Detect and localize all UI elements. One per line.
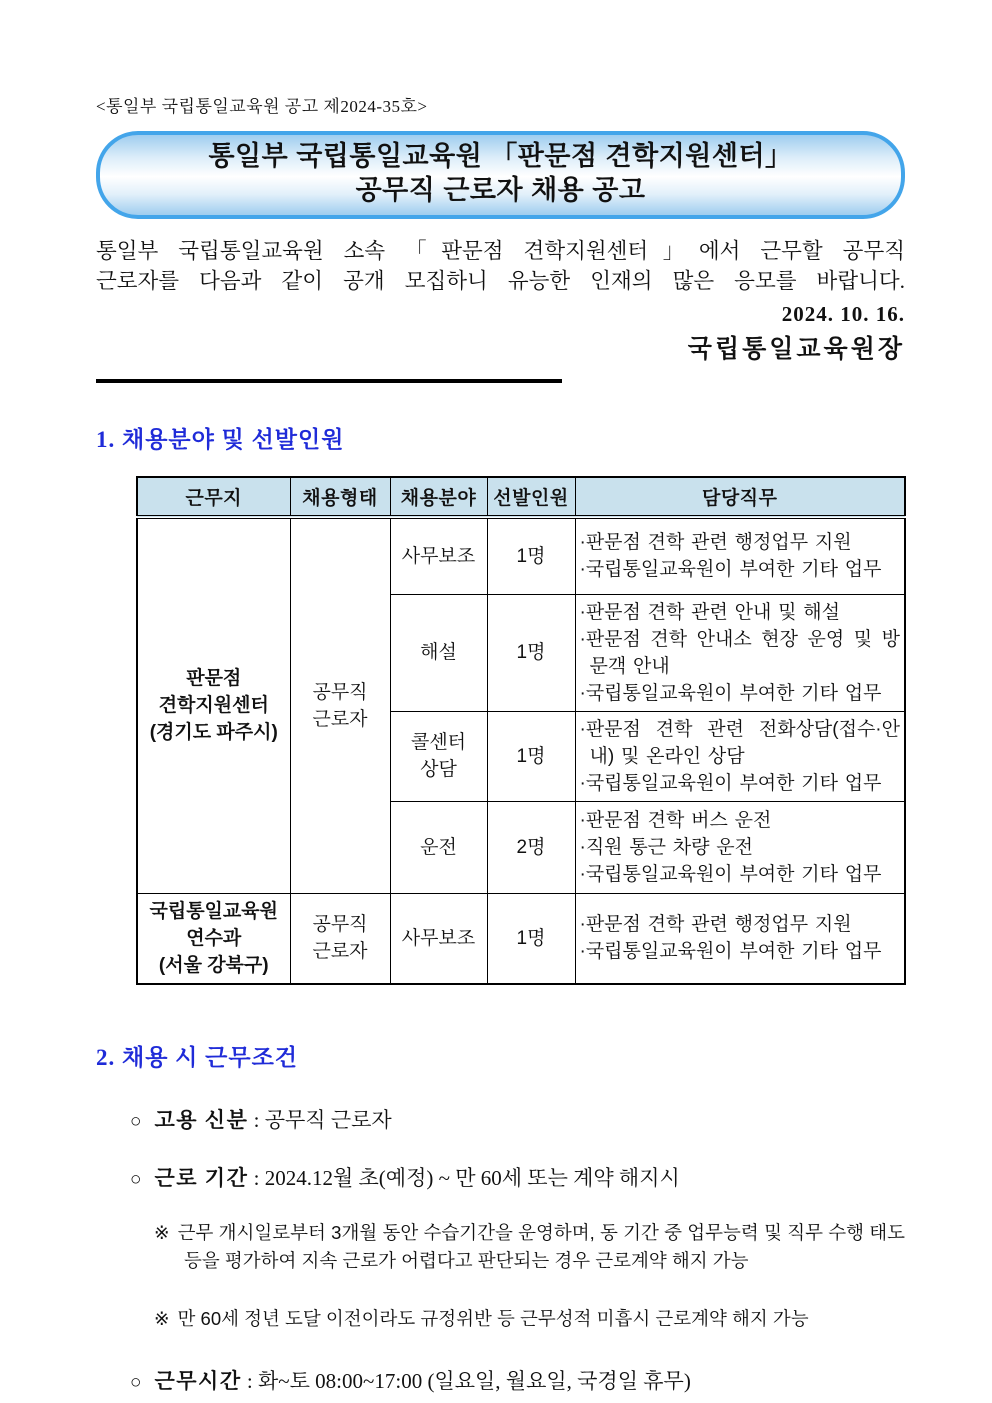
field-line: 콜센터 — [410, 732, 467, 753]
count-cell: 1명 — [487, 517, 575, 594]
note-termination — [154, 1305, 905, 1333]
reference-mark-icon: ※ — [154, 1221, 170, 1243]
title-box — [96, 131, 905, 219]
employment-line: 공무직 — [312, 681, 368, 703]
intro-line2: 근로자를 다음과 같이 공개 모집하니 유능한 인재의 많은 응모를 바랍니다. — [96, 269, 905, 293]
condition-value: : 2024.12월 초(예정) ~ 만 60세 또는 계약 해지시 — [248, 1165, 680, 1190]
condition-value: : 화~토 08:00~17:00 (일요일, 월요일, 국경일 휴무) — [241, 1368, 691, 1393]
section2-heading: 2. 채용 시 근무조건 — [96, 1044, 299, 1070]
condition-work-period — [130, 1162, 905, 1192]
duty-item: ·국립통일교육원이 부여한 기타 업무 — [579, 559, 882, 581]
notice-number: <통일부 국립통일교육원 공고 제2024-35호> — [96, 97, 428, 116]
duty-item: ·국립통일교육원이 부여한 기타 업무 — [579, 772, 882, 794]
field-line: 사무보조 — [401, 927, 476, 949]
field-line: 해설 — [420, 642, 457, 663]
workplace-line: 판문점 — [186, 668, 242, 690]
col-header-duties: 담당직무 — [575, 477, 905, 517]
duty-item: ·판문점 견학 안내소 현장 운영 및 방문객 안내 — [579, 628, 900, 677]
field-line: 상담 — [420, 759, 457, 780]
condition-value: : 공무직 근로자 — [248, 1107, 392, 1132]
table-row — [137, 893, 905, 984]
duty-item: ·직원 통근 차량 운전 — [579, 836, 753, 858]
circle-bullet-icon: ○ — [130, 1371, 142, 1393]
divider-line — [96, 379, 562, 383]
intro-paragraph — [96, 236, 905, 296]
workplace-line: (서울 강북구) — [158, 954, 269, 976]
col-header-field: 채용분야 — [390, 477, 487, 517]
duty-item: ·판문점 견학 버스 운전 — [579, 809, 772, 831]
section1-heading: 1. 채용분야 및 선발인원 — [96, 427, 345, 452]
duties-cell — [575, 594, 905, 711]
col-header-employment-type: 채용형태 — [290, 477, 390, 517]
condition-employment-status — [130, 1104, 905, 1134]
employment-line: 근로자 — [312, 708, 368, 730]
count-cell: 1명 — [487, 711, 575, 801]
table-header-row — [137, 477, 905, 517]
document-date: 2024. 10. 16. — [781, 302, 905, 326]
duties-cell — [575, 801, 905, 893]
circle-bullet-icon: ○ — [130, 1168, 142, 1190]
field-cell — [390, 711, 487, 801]
workplace-cell — [137, 893, 290, 984]
workplace-line: 연수과 — [186, 927, 242, 949]
note-text: 근무 개시일로부터 3개월 동안 수습기간을 운영하며, 동 기간 중 업무능력 및 직무 수행 태도 등을 평가하여 지속 근로가 어렵다고 판단되는 경우 근로계약 해지 가능 — [177, 1221, 905, 1271]
count-cell: 1명 — [487, 893, 575, 984]
table-row — [137, 517, 905, 594]
reference-mark-icon: ※ — [154, 1307, 170, 1329]
condition-label: 고용 신분 — [154, 1107, 249, 1132]
workplace-line: 견학지원센터 — [158, 695, 269, 717]
field-cell — [390, 893, 487, 984]
employment-line: 근로자 — [312, 941, 368, 962]
employment-type-cell — [290, 517, 390, 893]
note-probation — [154, 1219, 905, 1275]
intro-line1: 통일부 국립통일교육원 소속 「판문점 견학지원센터」에서 근무할 공무직 — [96, 239, 905, 263]
duties-cell — [575, 893, 905, 984]
duty-item: ·판문점 견학 관련 전화상담(접수·안내) 및 온라인 상담 — [579, 718, 900, 767]
col-header-count: 선발인원 — [487, 477, 575, 517]
condition-label: 근무시간 — [154, 1368, 242, 1393]
field-line: 운전 — [420, 836, 457, 858]
workplace-cell — [137, 517, 290, 893]
workplace-line: 국립통일교육원 — [149, 900, 278, 922]
document-title-line1: 통일부 국립통일교육원 「판문점 견학지원센터」 — [208, 141, 793, 171]
condition-work-hours — [130, 1365, 905, 1395]
field-cell — [390, 801, 487, 893]
duty-item: ·판문점 견학 관련 행정업무 지원 — [579, 532, 852, 554]
document-title-line2: 공무직 근로자 채용 공고 — [355, 175, 646, 205]
duties-cell — [575, 711, 905, 801]
field-line: 사무보조 — [401, 545, 476, 567]
duty-item: ·판문점 견학 관련 행정업무 지원 — [579, 914, 852, 935]
col-header-workplace: 근무지 — [137, 477, 290, 517]
field-cell — [390, 517, 487, 594]
duties-cell — [575, 517, 905, 594]
duty-item: ·국립통일교육원이 부여한 기타 업무 — [579, 863, 882, 885]
condition-label: 근로 기간 — [154, 1165, 249, 1190]
document-signer: 국립통일교육원장 — [687, 336, 905, 363]
field-cell — [390, 594, 487, 711]
workplace-line: (경기도 파주시) — [149, 722, 278, 744]
circle-bullet-icon: ○ — [130, 1110, 142, 1132]
count-cell: 1명 — [487, 594, 575, 711]
employment-line: 공무직 — [312, 914, 368, 935]
duty-item: ·국립통일교육원이 부여한 기타 업무 — [579, 682, 882, 704]
duty-item: ·국립통일교육원이 부여한 기타 업무 — [579, 941, 882, 962]
recruitment-table — [136, 476, 906, 985]
count-cell: 2명 — [487, 801, 575, 893]
note-text: 만 60세 정년 도달 이전이라도 규정위반 등 근무성적 미흡시 근로계약 해지 가능 — [177, 1307, 809, 1329]
employment-type-cell — [290, 893, 390, 984]
duty-item: ·판문점 견학 관련 안내 및 해설 — [579, 601, 840, 623]
